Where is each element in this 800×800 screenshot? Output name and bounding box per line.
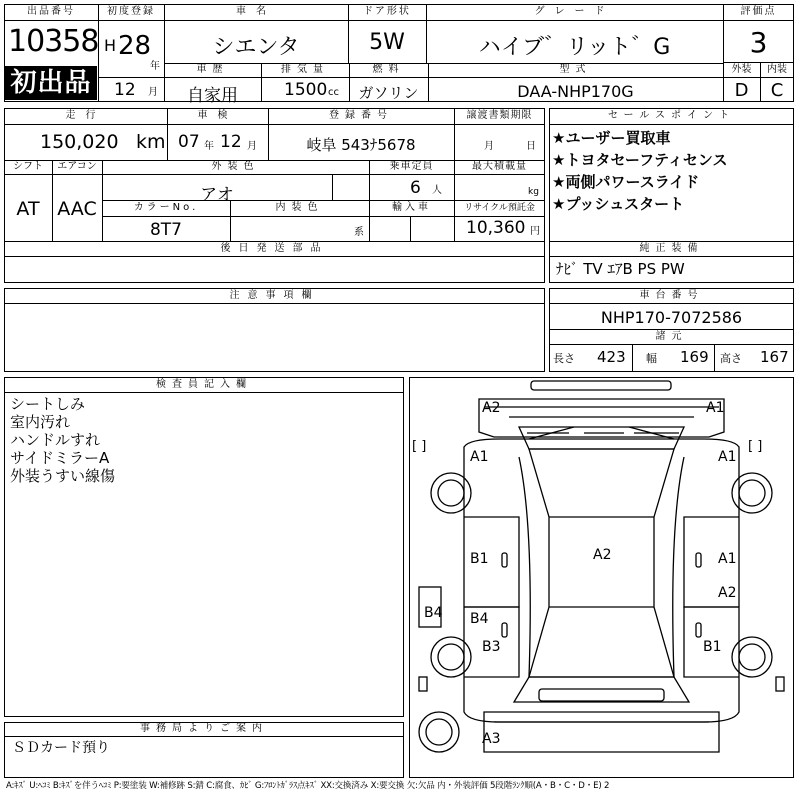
exterior-label: 外装	[731, 64, 752, 75]
transfer-month: 月	[484, 141, 494, 152]
plate-label: 登録番号	[329, 110, 393, 121]
colorno-label: カラーNo.	[133, 202, 199, 213]
mark-right-rear-door: A2	[718, 585, 737, 601]
shift-label: シフト	[13, 161, 43, 172]
first-listing-badge: 初出品	[5, 66, 97, 100]
capacity: 6	[410, 178, 421, 198]
fuel: ガソリン	[358, 84, 419, 102]
inspector-line-3: ハンドルすれ	[10, 431, 101, 449]
chassis-number: NHP170-7072586	[600, 308, 743, 327]
displacement-label: 排気量	[281, 64, 329, 75]
car-name-label: 車名	[236, 6, 276, 17]
chassis-label: 車台番号	[639, 290, 704, 301]
office-label: 事務局よりご案内	[140, 723, 268, 734]
first-reg-label: 初度登録	[107, 6, 155, 17]
inspector-line-4: サイドミラーA	[10, 449, 110, 467]
width-label: 幅	[646, 352, 657, 365]
mark-roof: A2	[593, 547, 612, 563]
inspection-month-unit: 月	[247, 141, 257, 152]
mark-right-front-door: A1	[718, 551, 737, 567]
capacity-unit: 人	[432, 185, 442, 196]
mileage: 150,020	[40, 131, 119, 153]
width: 169	[680, 348, 709, 366]
inspection-month: 12	[220, 132, 242, 152]
height-label: 高さ	[720, 352, 742, 365]
mark-rear: A3	[482, 731, 501, 747]
grade-label: グレード	[534, 6, 615, 17]
office-text: ＳＤカード預り	[12, 740, 110, 756]
color-label: 外装色	[211, 161, 260, 172]
door-type: 5W	[369, 30, 405, 55]
transfer-day: 日	[526, 141, 536, 152]
fuel-label: 燃料	[372, 64, 405, 75]
exterior-color: アオ	[200, 185, 234, 205]
inspector-label: 検査員記入欄	[156, 379, 252, 390]
recycle-label: リサイクル預託金	[464, 203, 535, 213]
mileage-label: 走行	[65, 110, 106, 121]
mark-front-right-fender: A1	[718, 449, 737, 465]
dims-label: 諸元	[655, 331, 688, 342]
lot-number: 10358	[8, 24, 99, 59]
height: 167	[760, 348, 789, 366]
history-label: 車歴	[196, 64, 229, 75]
recycle-fee: 10,360	[466, 218, 526, 238]
mark-top-right: A1	[706, 400, 725, 416]
door-label: ドア形状	[363, 6, 411, 17]
capacity-label: 乗車定員	[389, 161, 434, 172]
maxload-unit: kg	[528, 187, 539, 197]
sales-point-2: ★トヨタセーフティセンス	[552, 151, 728, 169]
mark-left-step: B4	[424, 605, 443, 621]
interior-color-unit: 系	[354, 227, 364, 238]
year-unit: 年	[150, 61, 160, 72]
mark-left-front-door: B1	[470, 551, 489, 567]
sales-point-1: ★ユーザー買取車	[552, 129, 671, 147]
aircon-label: エアコン	[57, 161, 97, 172]
recycle-unit: 円	[530, 226, 540, 237]
sales-points-label: セールスポイント	[607, 110, 736, 121]
sales-point-4: ★プッシュスタート	[552, 195, 685, 213]
displacement-unit: cc	[328, 87, 339, 98]
bracket-right: [ ]	[748, 439, 763, 454]
inspection-label: 車検	[197, 110, 238, 121]
notes-label: 注意事項欄	[229, 290, 320, 301]
era: H	[104, 36, 117, 55]
mark-left-rear-fender: B3	[482, 639, 501, 655]
inspector-line-2: 室内汚れ	[10, 413, 71, 431]
equipment-value: ﾅﾋﾞ TV ｴｱB PS PW	[556, 260, 685, 278]
mark-front-left-fender: A1	[470, 449, 489, 465]
mark-left-rear-door: B4	[470, 611, 489, 627]
transfer-label: 譲渡書類期限	[466, 110, 533, 121]
aircon: AAC	[57, 198, 97, 220]
later-parts-label: 後日発送部品	[220, 243, 329, 254]
interior-label: 内装	[767, 64, 787, 75]
vehicle-history: 自家用	[187, 86, 238, 106]
interior-grade: C	[770, 80, 784, 101]
mark-right-rear-fender: B1	[703, 639, 722, 655]
score: 3	[749, 26, 768, 59]
length: 423	[597, 348, 626, 366]
length-label: 長さ	[553, 352, 575, 365]
first-reg-month: 12	[114, 80, 136, 100]
legend: A:ｷｽﾞ U:ﾍｺﾐ B:ｷｽﾞを伴うﾍｺﾐ P:要塗装 W:補修跡 S:錆 C:腐食、ｶﾋﾞ G:ﾌﾛﾝﾄｶﾞﾗｽ点ｷｽﾞ XX:交換済み X:要交換 欠:欠品 内・外装評価 5段階ﾗﾝｸ順(A・B・C・D・E) 2	[6, 781, 610, 791]
lot-label: 出品番号	[27, 6, 75, 17]
inspector-line-1: シートしみ	[10, 395, 86, 413]
mark-top-left: A2	[482, 400, 501, 416]
inspection-year-unit: 年	[204, 141, 214, 152]
exterior-grade: D	[734, 80, 749, 101]
import-label: 輸入車	[392, 202, 431, 213]
grade: ハイブ゛リット゛G	[478, 35, 671, 60]
month-unit: 月	[148, 87, 158, 98]
first-reg-year: 28	[118, 31, 152, 61]
model-label: 型式	[559, 64, 592, 75]
displacement: 1500	[284, 80, 328, 100]
sales-point-3: ★両側パワースライド	[552, 173, 700, 191]
color-number: 8T7	[149, 220, 183, 240]
car-diagram-drawing	[409, 377, 794, 778]
car-name: シエンタ	[212, 35, 300, 60]
inspector-line-5: 外装うすい線傷	[10, 467, 116, 485]
score-label: 評価点	[740, 6, 777, 17]
mileage-unit: km	[136, 131, 166, 153]
equipment-label: 純正装備	[639, 243, 704, 254]
shift: AT	[16, 198, 40, 220]
inspection-year: 07	[178, 132, 200, 152]
model-code: DAA-NHP170G	[517, 82, 634, 101]
bracket-left: [ ]	[412, 439, 427, 454]
registration-plate: 岐阜 543ﾅ5678	[306, 136, 416, 154]
interior-color-label: 内装色	[275, 202, 324, 213]
details-table	[4, 108, 545, 242]
maxload-label: 最大積載量	[472, 161, 527, 172]
